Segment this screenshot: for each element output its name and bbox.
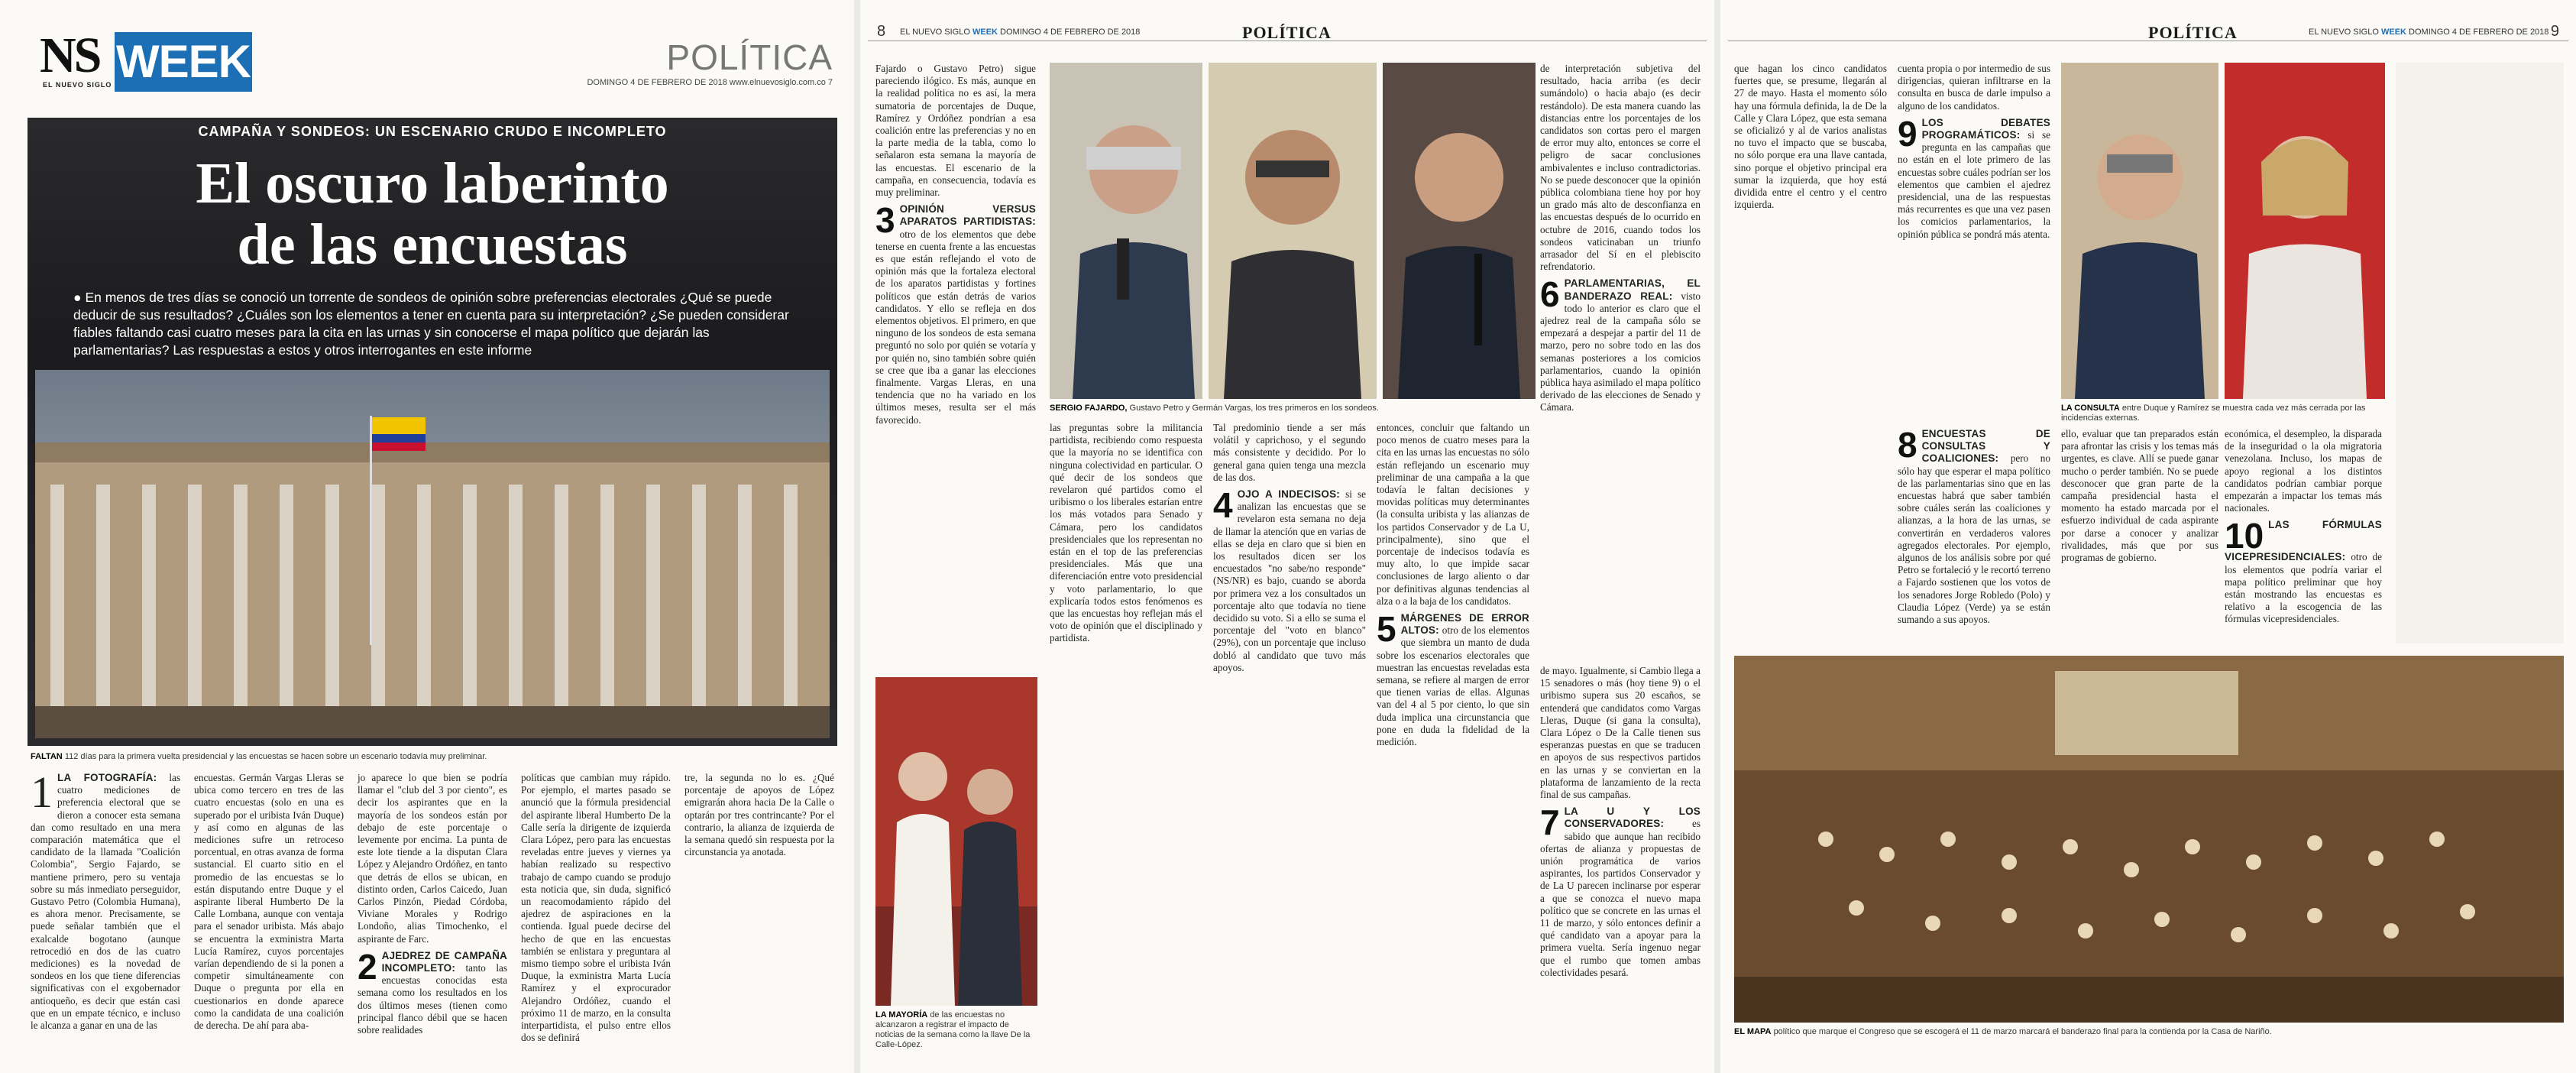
hero-caption: [31, 752, 840, 762]
section-number-7: 7: [1540, 802, 1560, 843]
column-3-text-2: si se analizan las encuestas que se revelaron esta semana no deja de llamar la atención que en varias de ellas se deja en claro que si bien en los resultados dicen ser los encuestados "no sabe/no responde" (NS/NR) es bajo, cuando se aborda por primera vez a los consultados un porcentaje alto que todavía no tiene decidido su voto. Si a ello se suma el porcentaje del "voto en blanco" (29%), con un porcentaje que incluso dobló al candidato que tuvo más apoyos.: [1213, 488, 1366, 673]
column-1-text: las cuatro mediciones de preferencia electoral que se dieron a conocer esta semana dan como resultado en una mera comparación matemática que el candidato de la llamada "Coalición Colombia", Sergio Fajardo, se mantiene primero, pero su ventaja sobre su más inmediato perseguidor, Gustavo Petro (Colombia Humana), es ahora menor. Precisamente, se puede señalar también que el exalcalde bogotano (aunque retrocedió en dos de las cuatro mediciones) es la novedad de sondeos en los que tiene diferencias significativas con el exgobernador antioqueño, es decir que están casi que en un empate técnico, e incluso le alcanza a ganar en una de las: [31, 772, 180, 1032]
article-column-4: [521, 772, 671, 1044]
logo-ns: NS: [40, 28, 100, 83]
article-column-2: [1050, 422, 1202, 645]
brand-week: WEEK: [2380, 28, 2406, 37]
page-8: [860, 0, 1714, 1073]
fajardo-photo: [1050, 63, 1202, 399]
section-head-2: AJEDREZ DE CAMPAÑA INCOMPLETO:: [381, 949, 507, 974]
article-column-5: [2225, 428, 2382, 626]
candidates-caption: [1050, 404, 1539, 413]
column-5-text: tre, la segunda no lo es. ¿Qué porcentaje de apoyos de López emigrarán ahora hacia De la Calle o optarán por tres contrincante? Por el contrario, la alianza de izquierda de la semana quedó sin respuesta por la circunstancia ya anotada.: [684, 772, 834, 858]
consulta-caption: [2061, 404, 2385, 423]
section-number-8: 8: [1898, 425, 1917, 465]
column-2-text: las preguntas sobre la militancia partidista, recibiendo como respuesta que la mayoría no se identifica con ninguna colectividad en particular. O qué decir de los sondeos que revelaron qué partidos como el uribismo o los liberales estarían entre los más votados para Senado y Cámara, pero los candidatos presidenciales que los representan no están en el top de las preferencias presidenciales. Más que una diferenciación entre voto presidencial y voto parlamentario, lo que explicaría todos estos fenómenos es que las encuestas hoy reflejan más el voto de opinión que el disciplinado y partidista.: [1050, 422, 1202, 644]
brand-name: EL NUEVO SIGLO: [900, 28, 970, 37]
page-number: 8: [877, 23, 886, 40]
article-column-6: [1540, 665, 1701, 979]
candidates-caption-label: SERGIO FAJARDO,: [1050, 404, 1128, 413]
column-3-text: pero no sólo hay que esperar el mapa político de las parlamentarias sino que en las encuestas habrá que saber también sobre cuáles serán las coaliciones y alianzas, a la hora de las urnas, se convertirán en verdaderos valores agregados electorales. Por ejemplo, algunos de los análisis sobre por qué Petro se fortaleció y le recortó terreno a Fajardo sostienen que los votos de los senadores Jorge Robledo (Polo) y Claudia López (Verde) ya se están sumando a sus apoyos.: [1898, 452, 2050, 626]
ramirez-photo: [2225, 63, 2385, 399]
capitol-photo: [35, 370, 830, 738]
section-head-8: ENCUESTAS DE CONSULTAS Y COALICIONES:: [1921, 428, 2050, 465]
section-title: POLÍTICA: [1242, 23, 1332, 42]
header-date: DOMINGO 4 DE FEBRERO DE 2018: [1000, 28, 1141, 37]
article-column-1: [1734, 63, 1887, 211]
column-5-text-2: otro de los elementos que podría variar el mapa político preliminar que hoy están mostrando las encuestas es relativo a la escogencia de las fórmulas vicepresidenciales.: [2225, 551, 2382, 625]
column-3-text-2: tanto las encuestas conocidas esta semana como los resultados en los dos últimos meses (tienen como principal flanco débil que se hacen sobre realidades: [358, 962, 507, 1036]
article-column-4: [2061, 428, 2218, 564]
column-2-text-2: si se pregunta en las campañas que no están en el lote primero de las encuestas sobre cuáles podrían ser los elementos que cambien el ajedrez presidencial, una de las respuestas más recurrentes es que una vez pasen los comicios parlamentarios, la opinión pública se pondrá más atenta.: [1898, 129, 2051, 240]
candidates-caption-text: Gustavo Petro y Germán Vargas, los tres primeros en los sondeos.: [1129, 404, 1379, 413]
lede-text: En menos de tres días se conoció un torrente de sondeos de opinión sobre preferencias electorales ¿Qué se puede deducir de sus resultados? ¿Cuáles son los elementos a tener en cuenta para su interpretación? ¿Se pueden considerar fiables faltando casi cuatro meses para la cita en las urnas y sin conocerse el mapa político que dejarán las parlamentarias? Las respuestas a estos y otros interrogantes en este informe: [73, 290, 789, 358]
article-column-5: [1540, 63, 1701, 414]
headline: [28, 153, 837, 275]
congress-caption: [1734, 1027, 2564, 1037]
column-3-text: Tal predominio tiende a ser más volátil y caprichoso, y el segundo más consistente y decidido. Por lo general gana quien tenga una mezcla de las dos.: [1213, 422, 1366, 483]
congress-caption-label: EL MAPA: [1734, 1027, 1772, 1036]
lopez-caption: [875, 1010, 1037, 1050]
column-4-text: políticas que cambian muy rápido. Por ejemplo, el martes pasado se anunció que la fórmula presidencial del aspirante liberal Humberto De la Calle sería la dirigente de izquierda Clara López, pero para las encuestas reveladas entre jueves y viernes ya habían realizado su respectivo trabajo de campo cuando se produjo esta noticia que, sin duda, significó un reacomodamiento rápido del ajedrez de aspiraciones en la contienda. Igual puede decirse del hecho de que en las encuestas también se enlistara y preguntara al mismo tiempo sobre el uribista Iván Duque, la exministra Marta Lucía Ramírez y el exprocurador Alejandro Ordóñez, cuando el próximo 11 de marzo, en la consulta interpartidista, el pulso entre ellos dos se definirá: [521, 772, 671, 1044]
section-head-7: LA U Y LOS CONSERVADORES:: [1564, 806, 1701, 830]
vargas-photo: [1383, 63, 1536, 399]
hero-caption-label: FALTAN: [31, 752, 63, 761]
section-number-9: 9: [1898, 113, 1917, 154]
article-column-5: [684, 772, 834, 858]
column-5-text: de interpretación subjetiva del resultado, hacia arriba (es decir sumándolo) o hacia abajo (es decir restándolo). De esta manera cuando las distancias entre los porcentajes de los candidatos son cortas pero el margen de error muy alto, entonces se corre el peligro de sacar conclusiones ambivalentes e incluso contradictorias. No se puede desconocer que la opinión pública colombiana tiene hoy por hoy un grado más alto de desconfianza en las encuestas después de lo ocurrido en octubre de 2016, cuando todos los sondeos vaticinaban un triunfo arrasador del Sí en el plebiscito refrendatorio.: [1540, 63, 1701, 273]
column-1-text-2: otro de los elementos que debe tenerse en cuenta frente a las encuestas es que están reflejando el voto de opinión más que la fortaleza electoral de los aparatos partidistas y fortines políticos que están detrás de varios candidatos. Y ello se refleja en dos elementos objetivos. El primero, en que ninguno de los sondeos de esta semana preguntó no solo por quién se votaría y por quién no, sino también sobre quién se cree que iba a ganar las elecciones finalmente. Vargas Lleras, en una tendencia que no ha variado en los últimos meses, resulta ser el más favorecido.: [875, 228, 1036, 426]
consulta-caption-label: LA CONSULTA: [2061, 404, 2120, 413]
article-column-2: [194, 772, 344, 1032]
petro-photo: [1209, 63, 1377, 399]
section-number-4: 4: [1213, 485, 1233, 526]
section-head-6: PARLAMENTARIAS, EL BANDERAZO REAL:: [1564, 277, 1701, 302]
logo-subtitle: EL NUEVO SIGLO: [43, 81, 112, 89]
lopez-caption-label: LA MAYORÍA: [875, 1010, 928, 1020]
article-column-1: [31, 767, 180, 1032]
column-4-text: entonces, concluir que faltando un poco menos de cuatro meses para la cita en las urnas las encuestas no sólo están reflejando un escenario muy preliminar de una campaña a la que todavía le faltan decisiones y movidas políticas muy determinantes (la consulta uribista y las alianzas de los partidos Conservador y de La U, principalmente), sino que el porcentaje de indecisos todavía es muy alto, lo que impide sacar conclusiones de largo aliento o dar por definitivas algunas tendencias al alza o a la baja de los candidatos.: [1377, 422, 1529, 607]
section-title: POLÍTICA: [2148, 23, 2238, 42]
headline-line-1: El oscuro laberinto: [196, 151, 669, 216]
header-date: DOMINGO 4 DE FEBRERO DE 2018: [2409, 28, 2549, 37]
article-column-1: [875, 63, 1036, 426]
column-6-text: de mayo. Igualmente, si Cambio llega a 15 senadores o más (hoy tiene 9) o el uribismo supera sus 20 escaños, se entenderá que candidatos como Vargas Lleras, Duque (si gana la consulta), Clara López o De la Calle tienen sus esperanzas puestas en que se traducen en apoyos de sus respectivos partidos en las urnas y se conviertan en la plataforma de lanzamiento de la recta final de sus campañas.: [1540, 665, 1701, 801]
section-head-3: OPINIÓN VERSUS APARATOS PARTIDISTAS:: [899, 203, 1036, 228]
page-7: [0, 0, 854, 1073]
column-1-text: Fajardo o Gustavo Petro) sigue pareciendo ilógico. Es más, aunque en la realidad política no es así, la mera sumatoria de porcentajes de Duque, Ramírez y Ordóñez pondrían a esa coalición entre las preferencias y no en la parte media de la tabla, como lo señalaron esta semana la mayoría de las encuestas. El escenario de la campaña, en consecuencia, todavía es muy preliminar.: [875, 63, 1036, 199]
section-head-9: LOS DEBATES PROGRAMÁTICOS:: [1921, 116, 2050, 141]
duque-photo: [2061, 63, 2218, 399]
section-number-10: 10: [2225, 516, 2264, 556]
article-column-4: [1377, 422, 1529, 748]
right-column-blank: [2396, 63, 2564, 643]
page-header-brand: [900, 28, 1140, 37]
logo-week: WEEK: [115, 32, 252, 92]
article-column-3: [358, 772, 507, 1036]
lopez-delacalle-photo: [875, 677, 1037, 1006]
lede: ● En menos de tres días se conoció un torrente de sondeos de opinión sobre preferencias electorales ¿Qué se puede deducir de sus resultados? ¿Cuáles son los elementos a tener en cuenta para su interpretación? ¿Se pueden considerar fiables faltando casi cuatro meses para la cita en las urnas y sin conocerse el mapa político que dejarán las parlamentarias? Las respuestas a estos y otros interrogantes en este informe: [73, 290, 789, 358]
consulta-caption-text: entre Duque y Ramírez se muestra cada vez más cerrada por las incidencias externas.: [2061, 404, 2366, 423]
drop-number-1: 1: [31, 767, 53, 817]
article-column-3: [1213, 422, 1366, 674]
congress-photo: [1734, 656, 2564, 1023]
article-column-2: [1898, 63, 2050, 241]
column-3-text: jo aparece lo que bien se podría llamar el "club del 3 por ciento", es decir los aspirantes que en la mayoría de los sondeos están por debajo de este porcentaje o levemente por encima. La punta de este lote tiende a la disputan Clara López y Alejandro Ordóñez, en tanto que detrás de ellos se ubican, en distinto orden, Carlos Caicedo, Juan Carlos Pinzón, Piedad Córdoba, Viviane Morales y Rodrigo Londoño, alias Timochenko, el aspirante de Farc.: [358, 772, 507, 945]
article-column-3: [1898, 425, 2050, 626]
lopez-caption-text: de las encuestas no alcanzaron a registrar el impacto de noticias de la semana como la llave De la Calle-López.: [875, 1010, 1031, 1049]
section-number-3: 3: [875, 200, 895, 241]
section-head-10: LAS FÓRMULAS VICEPRESIDENCIALES:: [2225, 519, 2382, 563]
section-head-5: MÁRGENES DE ERROR ALTOS:: [1400, 612, 1529, 637]
section-number-2: 2: [358, 946, 377, 987]
brand-name: EL NUEVO SIGLO: [2309, 28, 2379, 37]
section-title: POLÍTICA: [666, 37, 833, 77]
section-head-1: LA FOTOGRAFÍA:: [57, 772, 157, 783]
page-9: [1720, 0, 2576, 1073]
kicker: CAMPAÑA Y SONDEOS: UN ESCENARIO CRUDO E INCOMPLETO: [198, 124, 667, 139]
column-4-text: ello, evaluar que tan preparados están para afrontar las crisis y los temas más urgentes, es clave. Allí se puede ganar mucho o perder también. No se puede desconocer que gran parte de la campaña presidencial hasta el momento ha estado marcada por el esfuerzo individual de cada aspirante por darse a conocer y analizar rivalidades, más que por sus programas de gobierno.: [2061, 428, 2218, 564]
column-5-text-2: visto todo lo anterior es claro que el ajedrez real de la campaña sólo se empezará a despejar a partir del 11 de marzo, pero no sobre todo en las dos semanas posteriores a los comicios parlamentarios, cuando la opinión pública haya asimilado el mapa político derivado de las elecciones de Senado y Cámara.: [1540, 290, 1701, 413]
page-meta: DOMINGO 4 DE FEBRERO DE 2018 www.elnuevosiglo.com.co 7: [587, 78, 833, 87]
column-4-text-2: otro de los elementos que siembra un manto de duda sobre los escenarios electorales que muestran las encuestas reveladas esta semana, se refiere al margen de error que tienen varias de ellas. Algunas van del 4 al 5 por ciento, lo que sin duda implica una circunstancia que pone en duda la fidelidad de la medición.: [1377, 624, 1530, 748]
column-2-text: encuestas. Germán Vargas Lleras se ubica como tercero en tres de las cuatro encuestas (solo en una es superado por el uribista Iván Duque) y así como en algunas de las mediciones sufre un retroceso porcentual, en otras avanza de forma sustancial. El cuarto sitio en el promedio de las encuestas se lo están disputando entre Duque y el aspirante liberal Humberto De la Calle Lombana, aunque con ventaja para el senador uribista. Más abajo se encuentra la exministra Marta Lucía Ramírez, cuyos porcentajes varían dependiendo de si la ponen a competir simultáneamente con Duque o pregunta por ella en cuestionarios en donde aparece como la candidata de una coalición de derecha. De ahí para aba-: [194, 772, 344, 1032]
column-2-text: cuenta propia o por intermedio de sus dirigencias, quieran infiltrarse en la consulta en busca de darle impulso a alguno de los candidatos.: [1898, 63, 2050, 112]
headline-line-2: de las encuestas: [237, 212, 628, 277]
column-5-text: económica, el desempleo, la disparada de la inseguridad o la ola migratoria venezolana. Incluso, los mapas de apoyo regional a los distintos candidatos podrían cambiar porque empezarán a impactar los temas más nacionales.: [2225, 428, 2382, 514]
section-number-6: 6: [1540, 274, 1560, 315]
page-header-brand: [2309, 28, 2548, 37]
brand-week: WEEK: [972, 28, 998, 37]
hero-caption-text: 112 días para la primera vuelta presidencial y las encuestas se hacen sobre un escenario todavía muy preliminar.: [64, 752, 487, 761]
page-number: 9: [2550, 23, 2559, 40]
congress-caption-text: político que marque el Congreso que se escogerá el 11 de marzo marcará el banderazo final para la contienda por la Casa de Nariño.: [1773, 1027, 2272, 1036]
hero-block: [28, 118, 837, 746]
column-6-text-2: es sabido que aunque han recibido ofertas de alianza y propuestas de unión programática de varios aspirantes, los partidos Conservador y de La U parecen inclinarse por esperar a que se conozca el nuevo mapa político que se concrete en las urnas el 11 de marzo, y sólo entonces definir a qué candidato van a apoyar para la primera vuelta. Sería ingenuo negar que el rumbo que tomen ambas colectividades pesará.: [1540, 818, 1701, 978]
section-number-5: 5: [1377, 609, 1396, 650]
section-head-4: OJO A INDECISOS:: [1237, 488, 1340, 501]
column-1-text: que hagan los cinco candidatos fuertes que, se presume, llegarán al 27 de mayo. Hasta el momento sólo hay una fórmula definida, la de De la Calle y Clara López, que esta semana se oficializó y al de varios analistas no tuvo el impacto que se buscaba, no sólo porque era una llave cantada, sino porque el objetivo principal era sumar la izquierda, que hoy está dividida entre el centro y el centro izquierda.: [1734, 63, 1887, 211]
